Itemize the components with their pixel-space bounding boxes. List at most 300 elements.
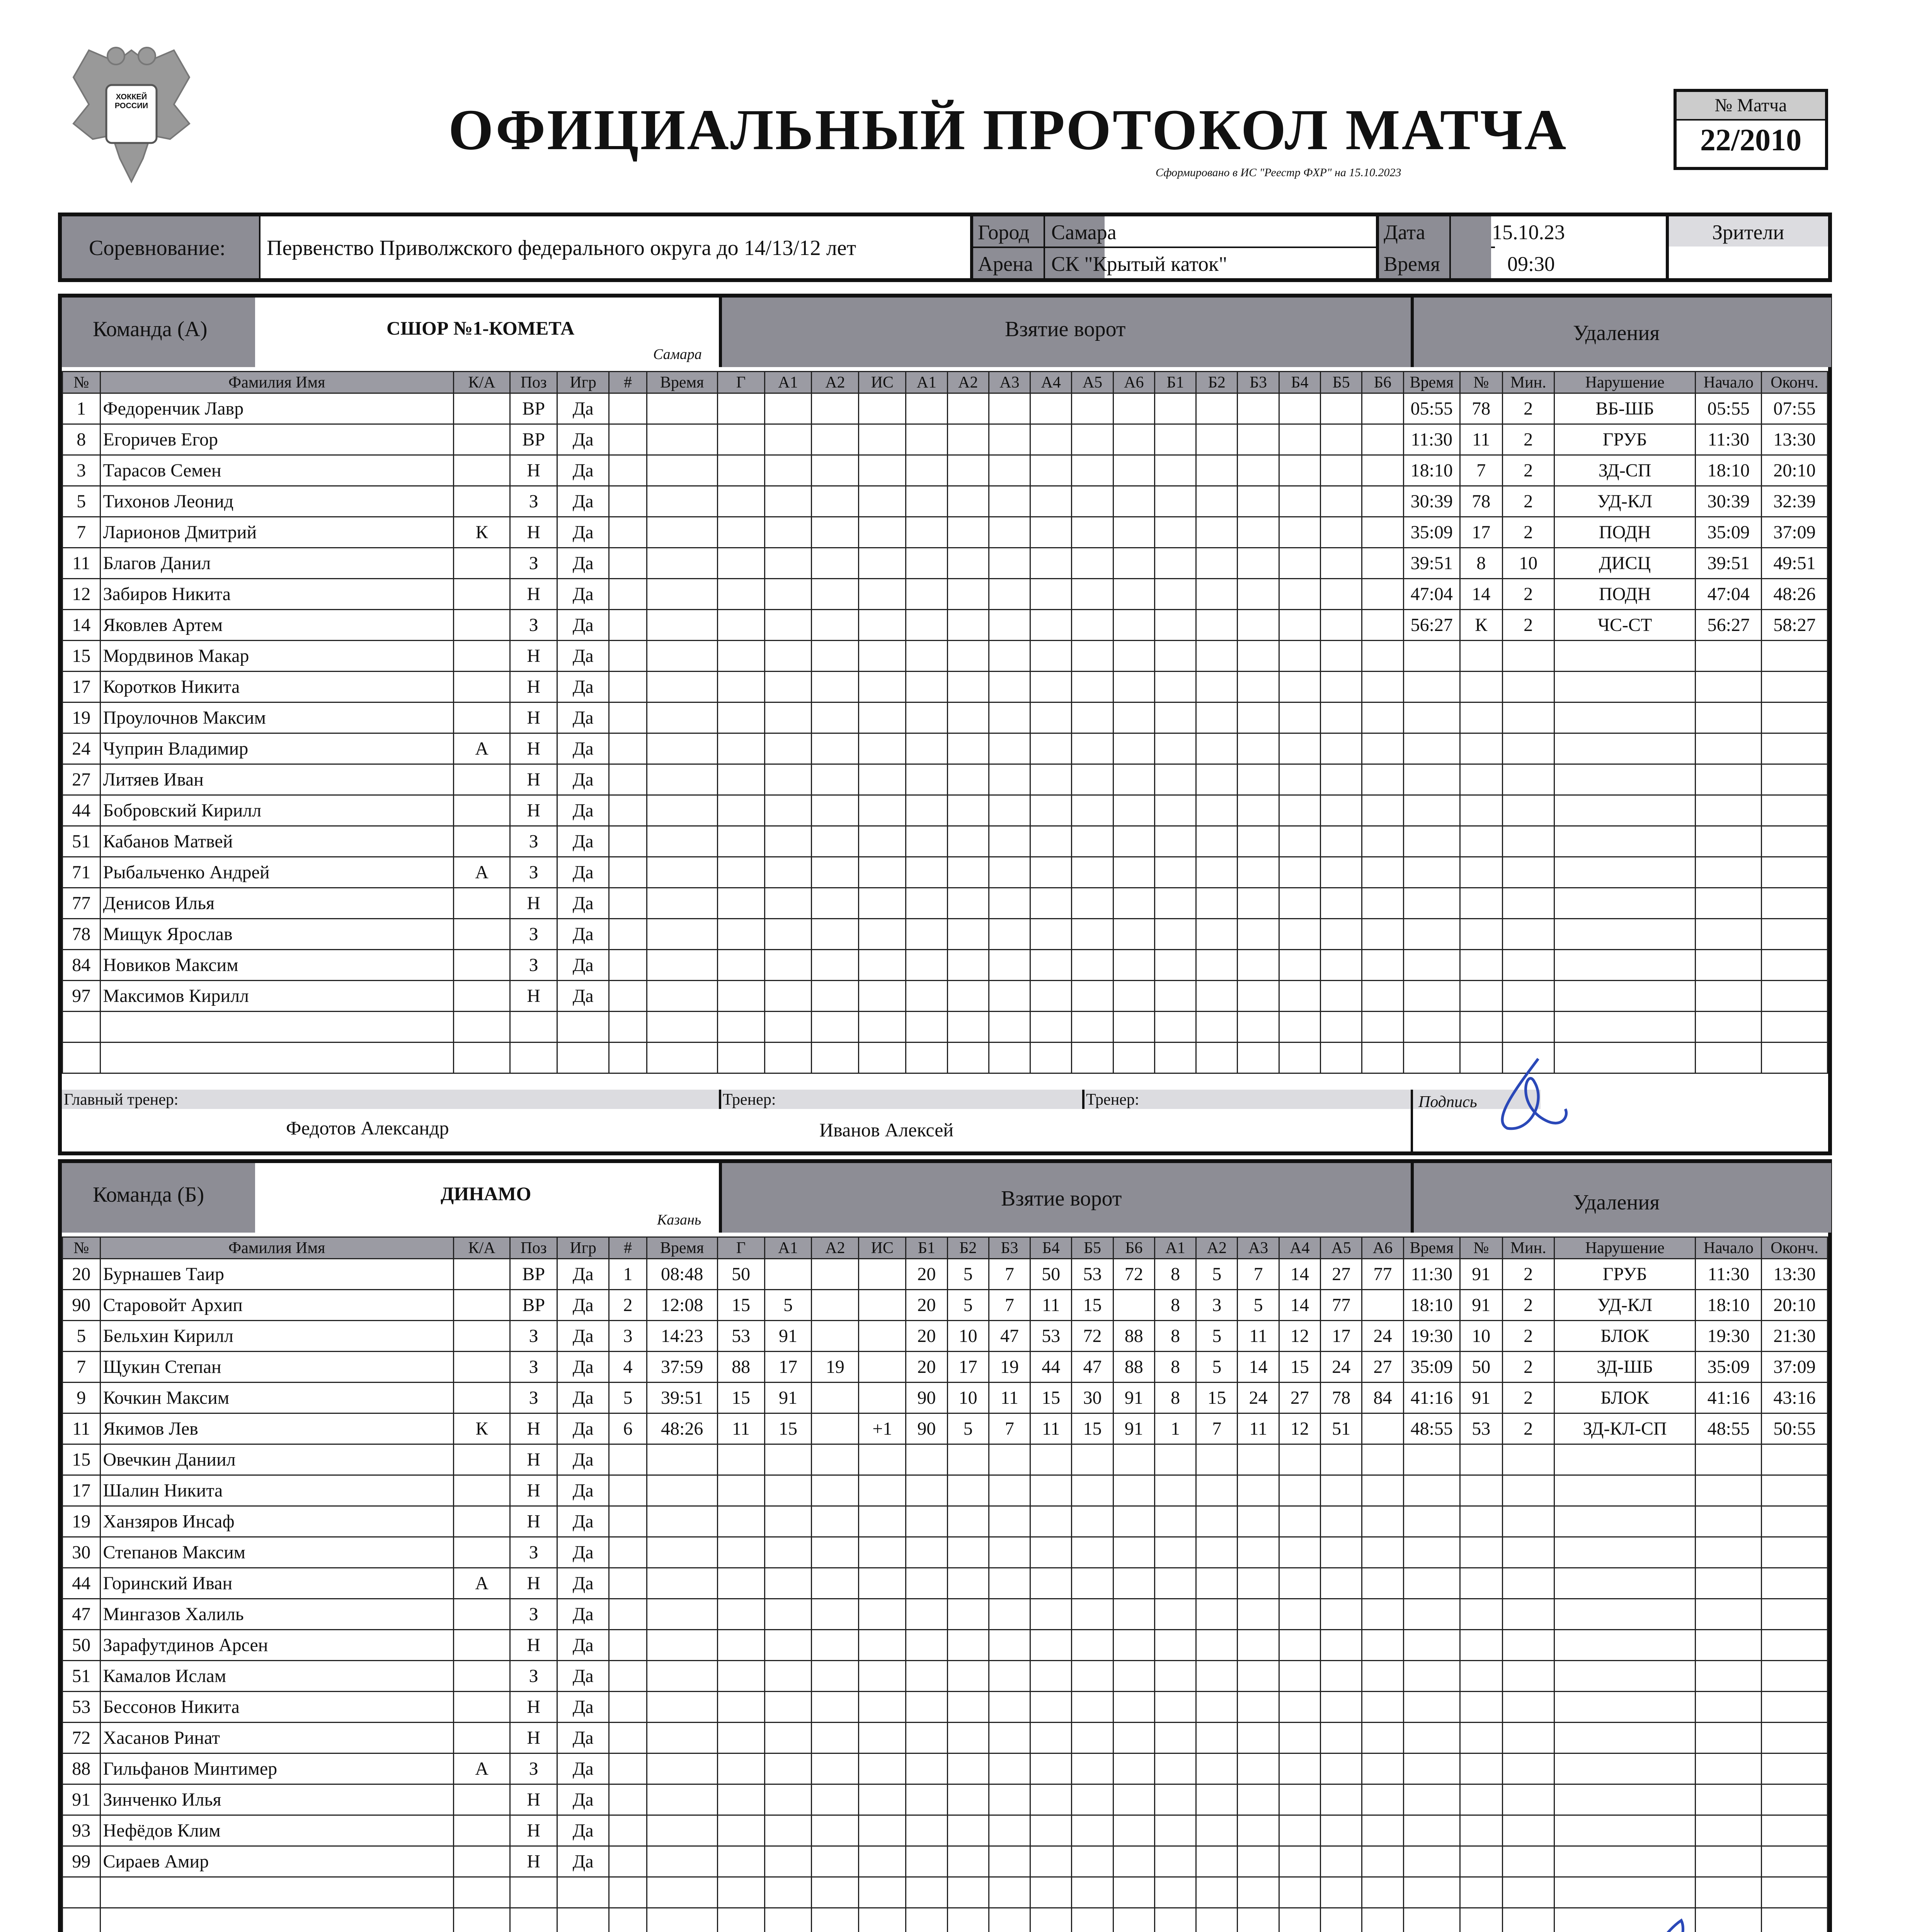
goal-cell [1196, 424, 1238, 455]
goal-cell [717, 1846, 764, 1877]
goal-cell [859, 1630, 906, 1661]
pen-cell [1762, 1753, 1828, 1784]
goal-cell [1321, 1568, 1362, 1599]
player-name: Бессонов Никита [100, 1692, 453, 1723]
goal-cell [1362, 1815, 1403, 1846]
goal-time: 48:26 [647, 1413, 717, 1444]
col-onice-b-1: А2 [1196, 1237, 1238, 1259]
goal-cell [764, 579, 812, 610]
goal-cell [1362, 672, 1403, 702]
goal-cell [812, 1753, 859, 1784]
team-a-coach2-label: Тренер: [1086, 1091, 1139, 1109]
match-number: 22/2010 [1700, 123, 1802, 157]
table-row [63, 610, 1828, 641]
goal-cell [1362, 826, 1403, 857]
pen-cell [1554, 826, 1696, 857]
onice-b: 14 [1238, 1352, 1279, 1383]
goal-cell [609, 1043, 647, 1073]
player-pos: ВР [510, 1290, 557, 1321]
player-name: Горинский Иван [100, 1568, 453, 1599]
goal-cell [1072, 486, 1113, 517]
pen-cell [1502, 702, 1554, 733]
col-goal-5: ИС [859, 372, 906, 393]
goal-cell [1321, 610, 1362, 641]
goal-cell [1113, 1692, 1154, 1723]
table-row [63, 548, 1828, 579]
player-number: 5 [63, 1321, 100, 1352]
goal-cell [1072, 1784, 1113, 1815]
pen-cell [1460, 1568, 1502, 1599]
goal-cell [609, 1475, 647, 1506]
goal-cell [1113, 486, 1154, 517]
pen-end: 21:30 [1762, 1321, 1828, 1352]
goal-cell [647, 1568, 717, 1599]
pen-cell [1696, 1444, 1762, 1475]
goal-cell [1072, 1877, 1113, 1908]
col-goal-4: А2 [812, 372, 859, 393]
goal-cell [1113, 424, 1154, 455]
player-pos: З [510, 1321, 557, 1352]
table-row [63, 1537, 1828, 1568]
pen-cell [1502, 1506, 1554, 1537]
pen-end: 48:26 [1762, 579, 1828, 610]
goal-cell [717, 888, 764, 919]
goal-cell [717, 1661, 764, 1692]
goal-cell [609, 579, 647, 610]
col-pen-3: Нарушение [1554, 1237, 1696, 1259]
pen-cell [1554, 1877, 1696, 1908]
col-onice-b-0: А1 [1154, 1237, 1196, 1259]
goal-cell [1238, 1661, 1279, 1692]
onice-b: 27 [1279, 1383, 1320, 1413]
goal-cell [717, 1815, 764, 1846]
pen-cell [1403, 1815, 1460, 1846]
pen-end: 20:10 [1762, 1290, 1828, 1321]
pen-cell [1696, 826, 1762, 857]
col-goal-1: Время [647, 372, 717, 393]
goal-cell [1238, 1877, 1279, 1908]
goal-cell [1072, 733, 1113, 764]
pen-time: 35:09 [1403, 1352, 1460, 1383]
pen-cell [1460, 1444, 1502, 1475]
pen-cell [1696, 888, 1762, 919]
goal-cell [647, 393, 717, 424]
col-ka: К/А [453, 1237, 510, 1259]
goal-cell [717, 795, 764, 826]
onice-a: 5 [947, 1259, 989, 1290]
pen-cell [1403, 702, 1460, 733]
goal-cell [1072, 702, 1113, 733]
pen-min: 2 [1502, 1290, 1554, 1321]
pen-min: 2 [1502, 1383, 1554, 1413]
pen-start: 11:30 [1696, 424, 1762, 455]
goal-cell [1030, 826, 1072, 857]
table-row [63, 517, 1828, 548]
goal-cell [717, 641, 764, 672]
goal-cell [647, 795, 717, 826]
goal-cell [947, 1537, 989, 1568]
pen-cell [1696, 1599, 1762, 1630]
pen-cell [1554, 1568, 1696, 1599]
pen-cell [1460, 1846, 1502, 1877]
player-played [557, 1043, 609, 1073]
goal-cell [812, 641, 859, 672]
goal-a1: 91 [764, 1321, 812, 1352]
goal-cell [812, 1537, 859, 1568]
col-onice-b-5: Б6 [1362, 372, 1403, 393]
player-name: Зарафутдинов Арсен [100, 1630, 453, 1661]
goal-cell [1113, 1475, 1154, 1506]
goal-cell [1362, 764, 1403, 795]
goal-cell [1030, 548, 1072, 579]
player-name: Федоренчик Лавр [100, 393, 453, 424]
goal-cell [717, 1630, 764, 1661]
goal-cell [1238, 981, 1279, 1012]
goal-cell [609, 1568, 647, 1599]
goal-cell [1072, 1537, 1113, 1568]
player-ka [453, 1599, 510, 1630]
player-pos: ВР [510, 393, 557, 424]
onice-a: 15 [1072, 1290, 1113, 1321]
pen-cell [1460, 1012, 1502, 1043]
goal-cell [1362, 1877, 1403, 1908]
goal-cell [717, 455, 764, 486]
pen-cell [1762, 702, 1828, 733]
team-a-city: Самара [653, 346, 702, 362]
goal-cell [1030, 795, 1072, 826]
goal-scorer: 11 [717, 1413, 764, 1444]
goal-cell [1072, 764, 1113, 795]
goal-cell [947, 641, 989, 672]
goal-cell [1113, 1568, 1154, 1599]
table-row [63, 1413, 1828, 1444]
onice-a: 53 [1072, 1259, 1113, 1290]
goal-cell [1030, 764, 1072, 795]
goal-cell [764, 857, 812, 888]
pen-cell [1403, 1043, 1460, 1073]
player-name: Кочкин Максим [100, 1383, 453, 1413]
goal-cell [647, 486, 717, 517]
pen-end: 07:55 [1762, 393, 1828, 424]
col-onice-b-2: Б3 [1238, 372, 1279, 393]
goal-cell [717, 764, 764, 795]
goal-cell [812, 1043, 859, 1073]
goal-cell [859, 1043, 906, 1073]
col-onice-a-1: А2 [947, 372, 989, 393]
col-pen-4: Начало [1696, 372, 1762, 393]
pen-cell [1403, 981, 1460, 1012]
player-name: Тихонов Леонид [100, 486, 453, 517]
player-number: 91 [63, 1784, 100, 1815]
player-name: Бельхин Кирилл [100, 1321, 453, 1352]
pen-cell [1696, 1692, 1762, 1723]
pen-min: 2 [1502, 455, 1554, 486]
pen-cell [1762, 1908, 1828, 1932]
player-number: 15 [63, 641, 100, 672]
goal-cell [1238, 424, 1279, 455]
pen-start: 19:30 [1696, 1321, 1762, 1352]
pen-cell [1502, 1723, 1554, 1753]
goal-cell [764, 393, 812, 424]
goal-cell [812, 795, 859, 826]
player-played: Да [557, 857, 609, 888]
player-played: Да [557, 1290, 609, 1321]
goal-cell [609, 641, 647, 672]
team-a-head-coach-label: Главный тренер: [64, 1091, 179, 1109]
goal-cell [1154, 548, 1196, 579]
player-played: Да [557, 548, 609, 579]
goal-is [859, 1290, 906, 1321]
goal-cell [647, 1444, 717, 1475]
onice-b: 8 [1154, 1352, 1196, 1383]
pen-cell [1403, 888, 1460, 919]
player-number [63, 1908, 100, 1932]
goal-cell [906, 1661, 947, 1692]
goal-cell [1321, 1444, 1362, 1475]
player-number: 93 [63, 1815, 100, 1846]
goal-cell [812, 857, 859, 888]
player-name: Мищук Ярослав [100, 919, 453, 950]
pen-cell [1696, 733, 1762, 764]
pen-cell [1460, 1723, 1502, 1753]
goal-cell [1030, 1723, 1072, 1753]
player-name: Камалов Ислам [100, 1661, 453, 1692]
goal-cell [812, 1815, 859, 1846]
pen-cell [1554, 1846, 1696, 1877]
pen-cell [1502, 641, 1554, 672]
pen-cell [1502, 1012, 1554, 1043]
goal-cell [717, 919, 764, 950]
pen-end: 43:16 [1762, 1383, 1828, 1413]
pen-cell [1554, 641, 1696, 672]
col-num: № [63, 1237, 100, 1259]
player-ka [453, 610, 510, 641]
goal-cell [609, 919, 647, 950]
col-goal-2: Г [717, 1237, 764, 1259]
goal-cell [1321, 517, 1362, 548]
pen-player: 78 [1460, 486, 1502, 517]
goal-cell [1072, 1908, 1113, 1932]
player-ka: К [453, 1413, 510, 1444]
goal-cell [859, 981, 906, 1012]
goal-cell [764, 641, 812, 672]
pen-cell [1554, 795, 1696, 826]
goal-cell [647, 702, 717, 733]
goal-cell [906, 981, 947, 1012]
col-onice-a-5: Б6 [1113, 1237, 1154, 1259]
pen-cell [1696, 1537, 1762, 1568]
goal-cell [1113, 764, 1154, 795]
pen-player: 14 [1460, 579, 1502, 610]
goal-cell [1072, 1661, 1113, 1692]
goal-cell [947, 1846, 989, 1877]
table-row [63, 1877, 1828, 1908]
goal-cell [647, 1537, 717, 1568]
pen-cell [1460, 919, 1502, 950]
goal-cell [717, 1784, 764, 1815]
pen-cell [1502, 981, 1554, 1012]
goal-no: 4 [609, 1352, 647, 1383]
goal-cell [764, 1815, 812, 1846]
pen-end: 58:27 [1762, 610, 1828, 641]
player-pos: Н [510, 517, 557, 548]
col-goal-5: ИС [859, 1237, 906, 1259]
table-row [63, 486, 1828, 517]
goal-cell [609, 393, 647, 424]
goal-cell [906, 393, 947, 424]
player-pos: Н [510, 1475, 557, 1506]
player-number: 19 [63, 702, 100, 733]
player-ka [453, 702, 510, 733]
col-name: Фамилия Имя [100, 1237, 453, 1259]
goal-cell [906, 764, 947, 795]
goal-cell [1238, 1012, 1279, 1043]
col-onice-a-3: Б4 [1030, 1237, 1072, 1259]
goal-cell [859, 764, 906, 795]
goal-cell [1321, 702, 1362, 733]
goal-cell [1030, 486, 1072, 517]
pen-violation: УД-КЛ [1554, 486, 1696, 517]
goal-cell [947, 1815, 989, 1846]
onice-b: 8 [1154, 1259, 1196, 1290]
goal-cell [1238, 1753, 1279, 1784]
player-played: Да [557, 486, 609, 517]
pen-cell [1696, 1784, 1762, 1815]
pen-cell [1502, 1753, 1554, 1784]
goal-cell [717, 981, 764, 1012]
goal-cell [989, 919, 1030, 950]
goal-cell [1072, 826, 1113, 857]
goal-cell [1362, 795, 1403, 826]
pen-cell [1403, 1753, 1460, 1784]
pen-cell [1403, 1599, 1460, 1630]
goal-a2 [812, 1259, 859, 1290]
player-name: Гильфанов Минтимер [100, 1753, 453, 1784]
player-name: Чуприн Владимир [100, 733, 453, 764]
goal-cell [609, 1630, 647, 1661]
goal-cell [1362, 1043, 1403, 1073]
player-played: Да [557, 950, 609, 981]
pen-start: 05:55 [1696, 393, 1762, 424]
goal-cell [609, 857, 647, 888]
goal-cell [989, 857, 1030, 888]
goal-cell [764, 610, 812, 641]
player-pos: ВР [510, 424, 557, 455]
goal-cell [947, 702, 989, 733]
goal-cell [647, 1692, 717, 1723]
player-ka [453, 455, 510, 486]
goal-cell [1321, 1475, 1362, 1506]
table-row [63, 641, 1828, 672]
pen-cell [1502, 1475, 1554, 1506]
pen-cell [1696, 919, 1762, 950]
col-goal-0: # [609, 372, 647, 393]
goal-cell [1362, 888, 1403, 919]
goal-cell [906, 1908, 947, 1932]
pen-time: 30:39 [1403, 486, 1460, 517]
pen-cell [1696, 641, 1762, 672]
player-number: 27 [63, 764, 100, 795]
goal-cell [1113, 393, 1154, 424]
goal-cell [989, 764, 1030, 795]
goal-cell [1113, 733, 1154, 764]
goal-cell [1279, 579, 1320, 610]
goal-cell [1072, 1475, 1113, 1506]
goal-is [859, 1383, 906, 1413]
goal-cell [1362, 579, 1403, 610]
pen-cell [1696, 1723, 1762, 1753]
goal-cell [1113, 1784, 1154, 1815]
goal-cell [647, 1753, 717, 1784]
pen-violation: ЧС-СТ [1554, 610, 1696, 641]
goal-cell [647, 1012, 717, 1043]
page-title: ОФИЦИАЛЬНЫЙ ПРОТОКОЛ МАТЧА [448, 98, 1568, 162]
goal-cell [1154, 1877, 1196, 1908]
pen-cell [1762, 826, 1828, 857]
goal-is [859, 1352, 906, 1383]
player-ka [453, 1352, 510, 1383]
goal-cell [1238, 1475, 1279, 1506]
pen-cell [1403, 826, 1460, 857]
player-pos: З [510, 857, 557, 888]
goal-cell [1030, 981, 1072, 1012]
goal-cell [906, 672, 947, 702]
goal-cell [1279, 1630, 1320, 1661]
goal-cell [1030, 1043, 1072, 1073]
pen-min: 2 [1502, 486, 1554, 517]
goal-cell [609, 702, 647, 733]
goal-cell [989, 610, 1030, 641]
goal-cell [609, 1537, 647, 1568]
pen-cell [1762, 1568, 1828, 1599]
player-pos: З [510, 610, 557, 641]
goal-cell [1362, 486, 1403, 517]
pen-cell [1762, 1043, 1828, 1073]
player-played: Да [557, 1815, 609, 1846]
pen-cell [1696, 1568, 1762, 1599]
player-ka [453, 826, 510, 857]
goal-cell [1030, 641, 1072, 672]
player-name: Забиров Никита [100, 579, 453, 610]
goal-cell [1154, 857, 1196, 888]
player-played [557, 1012, 609, 1043]
goal-cell [947, 1661, 989, 1692]
goal-cell [1321, 548, 1362, 579]
goal-cell [1196, 764, 1238, 795]
goal-cell [1196, 486, 1238, 517]
goal-cell [1030, 1568, 1072, 1599]
goal-cell [1321, 1537, 1362, 1568]
pen-min: 2 [1502, 1352, 1554, 1383]
goal-cell [1154, 517, 1196, 548]
goal-cell [812, 950, 859, 981]
player-ka [453, 641, 510, 672]
goal-cell [1113, 1043, 1154, 1073]
goal-cell [1238, 641, 1279, 672]
goal-cell [906, 1692, 947, 1723]
goal-cell [717, 1537, 764, 1568]
player-pos: Н [510, 764, 557, 795]
goal-cell [1362, 919, 1403, 950]
goal-cell [812, 1723, 859, 1753]
pen-cell [1762, 1475, 1828, 1506]
goal-cell [859, 1908, 906, 1932]
pen-min: 2 [1502, 517, 1554, 548]
pen-cell [1696, 950, 1762, 981]
goal-cell [1030, 919, 1072, 950]
goal-cell [1154, 610, 1196, 641]
goal-cell [1113, 610, 1154, 641]
